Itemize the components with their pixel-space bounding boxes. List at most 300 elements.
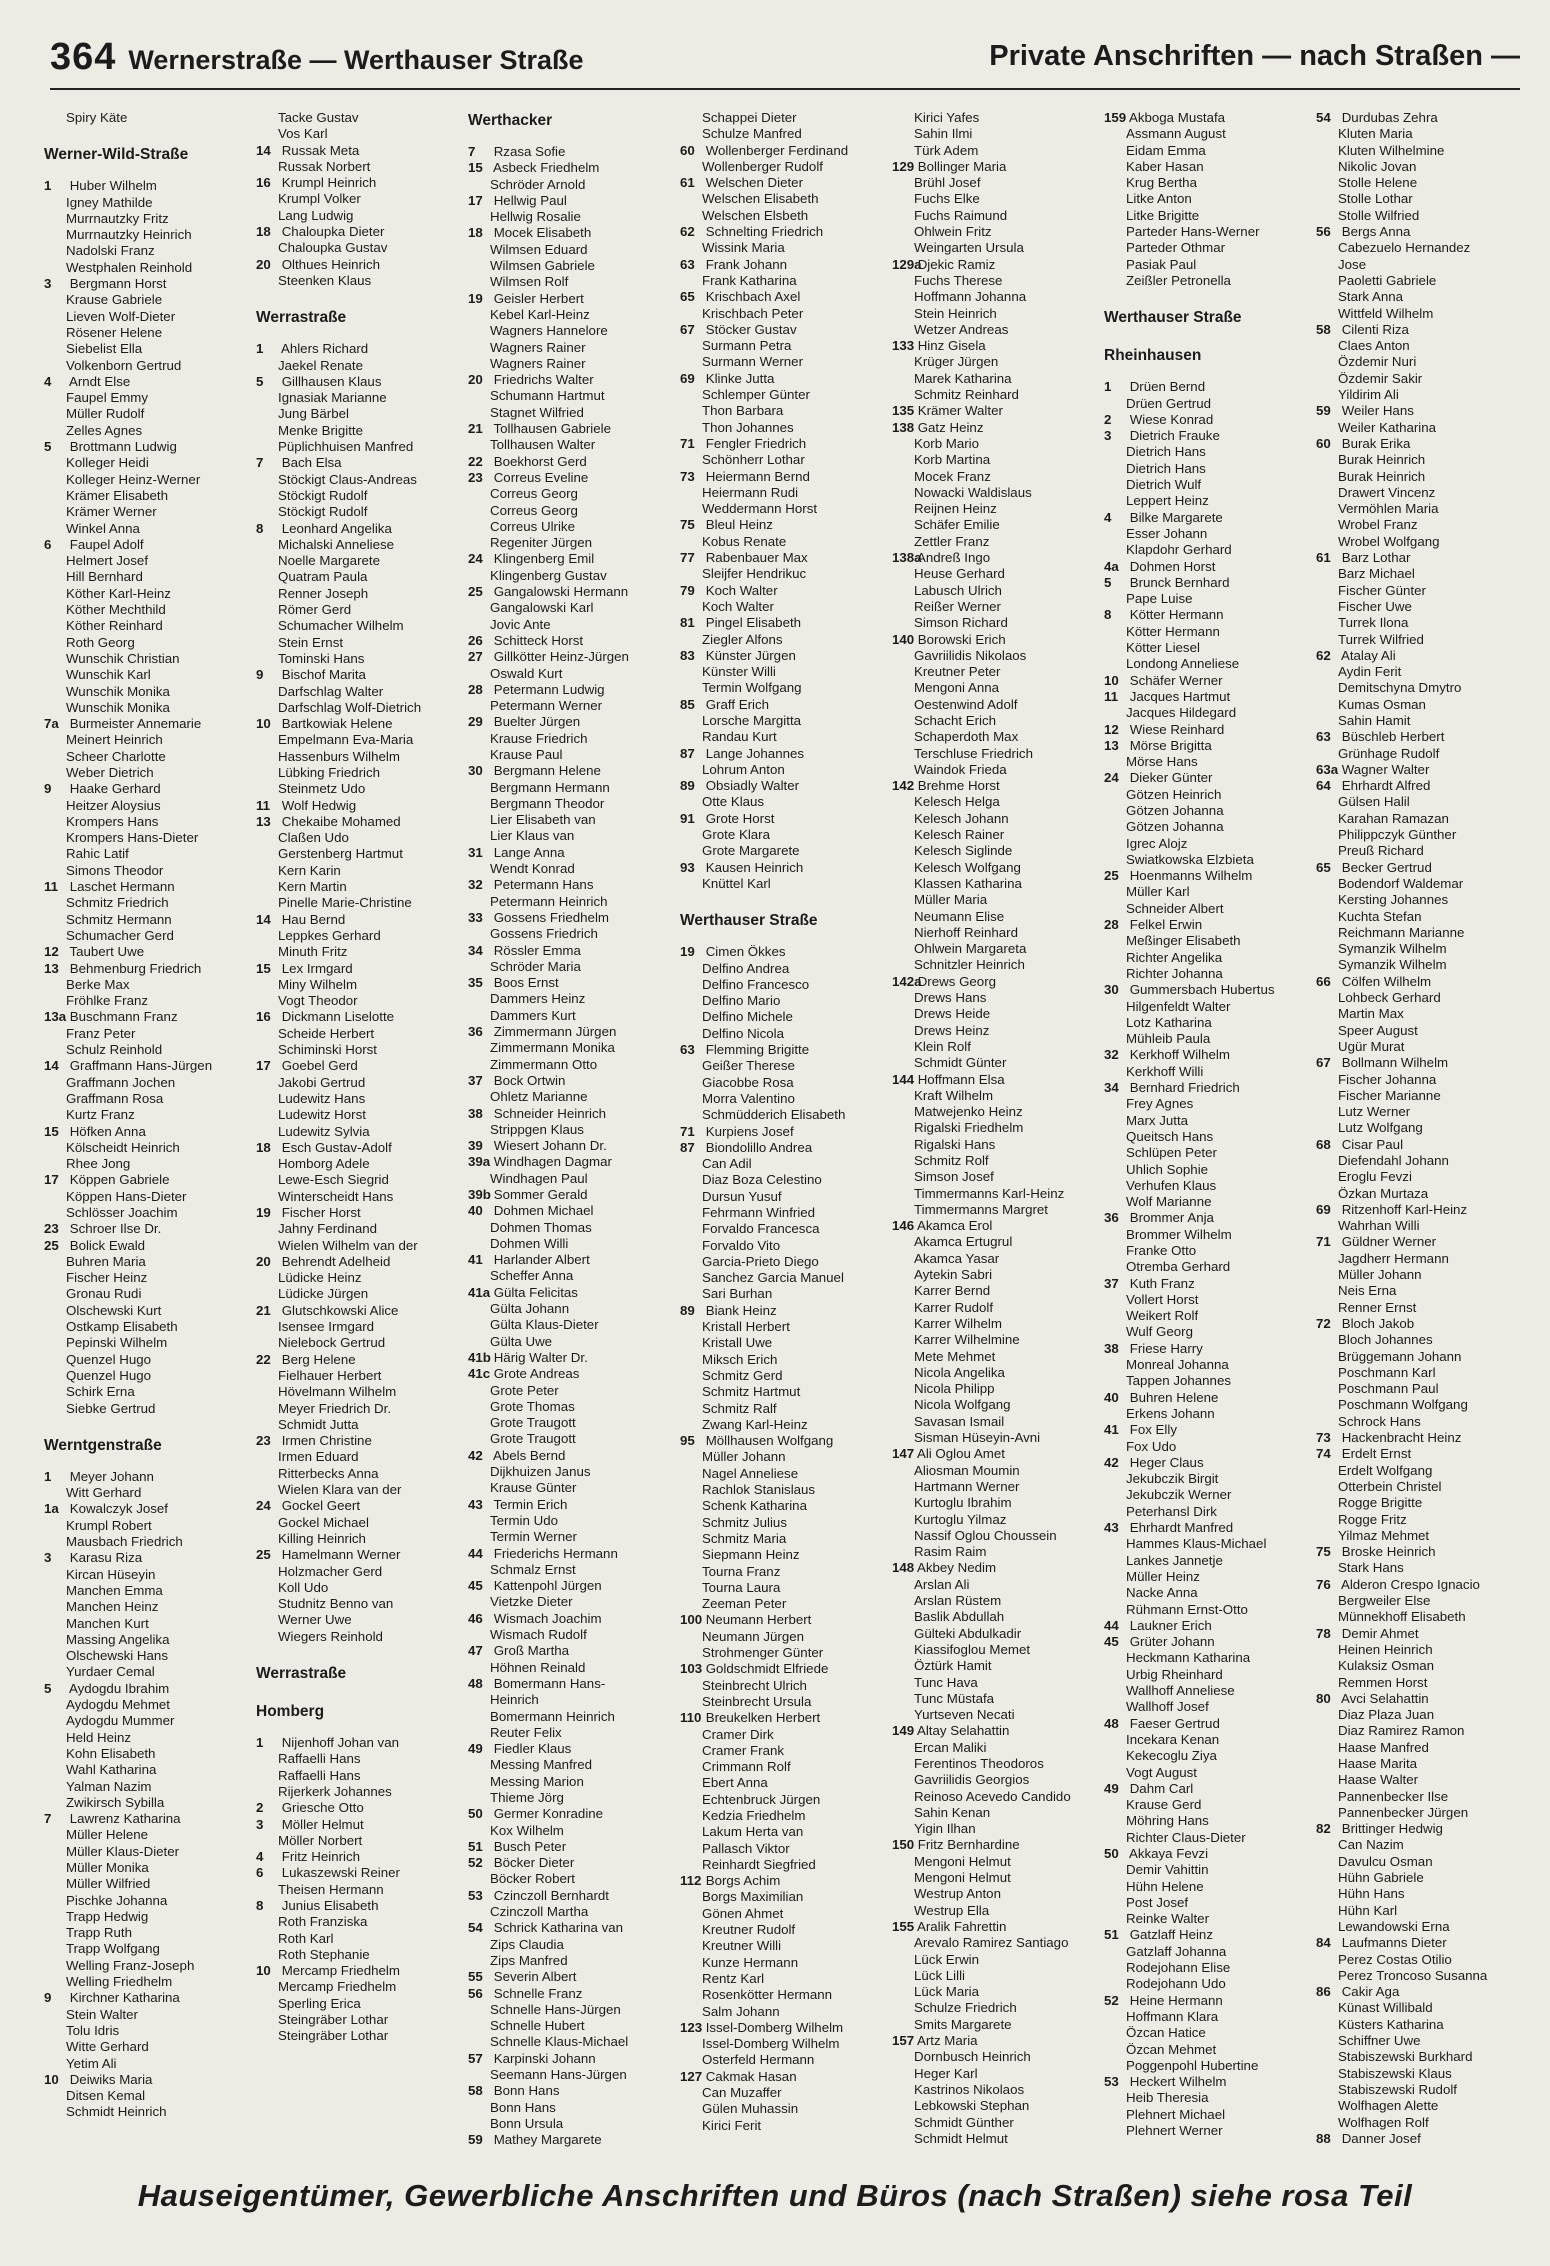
resident-entry: Brommer Wilhelm bbox=[1126, 1226, 1232, 1242]
house-number: 112 bbox=[680, 1873, 702, 1889]
house-number-entry bbox=[1104, 982, 1308, 998]
house-number-entry bbox=[468, 551, 672, 567]
house-number-entry bbox=[256, 716, 460, 732]
house-number: 63 bbox=[680, 256, 695, 272]
house-number: 7a bbox=[44, 716, 59, 732]
house-number-entry bbox=[680, 517, 884, 533]
resident-entry: Zettler Franz bbox=[914, 533, 990, 549]
resident-name: Akamca Erol bbox=[914, 1218, 993, 1234]
house-number: 26 bbox=[468, 632, 483, 648]
resident-entry: Kelesch Johann bbox=[914, 810, 1009, 826]
house-number: 133 bbox=[892, 338, 915, 354]
resident-entry: Lorsche Margitta bbox=[702, 712, 802, 728]
house-number: 40 bbox=[1104, 1389, 1119, 1405]
resident-entry: Meßinger Elisabeth bbox=[1126, 933, 1241, 949]
house-number: 19 bbox=[468, 290, 483, 306]
house-number-entry bbox=[44, 1681, 248, 1697]
resident-entry: Wulf Georg bbox=[1126, 1324, 1194, 1340]
house-number: 9 bbox=[44, 1990, 52, 2006]
resident-entry: Hühn Karl bbox=[1338, 1902, 1398, 1918]
resident-entry: Mete Mehmet bbox=[914, 1348, 996, 1364]
resident-entry: Brühl Josef bbox=[914, 175, 981, 191]
resident-entry: Kekecoglu Ziya bbox=[1126, 1748, 1217, 1764]
resident-entry: Crimmann Rolf bbox=[702, 1759, 791, 1775]
resident-name: Heiermann Bernd bbox=[702, 468, 810, 484]
resident-entry: Mocek Franz bbox=[914, 468, 991, 484]
resident-name: Künster Jürgen bbox=[702, 647, 796, 663]
resident-entry: Winkel Anna bbox=[66, 520, 140, 536]
house-number: 9 bbox=[256, 667, 264, 683]
house-number-entry bbox=[892, 403, 1096, 419]
resident-entry: Mercamp Friedhelm bbox=[278, 1979, 397, 1995]
resident-name: Boos Ernst bbox=[490, 975, 559, 991]
resident-entry: Krumpl Robert bbox=[66, 1517, 152, 1533]
house-number-entry bbox=[680, 648, 884, 664]
house-number: 20 bbox=[256, 256, 271, 272]
house-number: 14 bbox=[44, 1058, 59, 1074]
resident-name: Brommer Anja bbox=[1126, 1210, 1214, 1226]
resident-entry: Uhlich Sophie bbox=[1126, 1161, 1209, 1177]
house-number-entry bbox=[1316, 1821, 1520, 1837]
resident-entry: Steingräber Lothar bbox=[278, 2028, 389, 2044]
house-number: 30 bbox=[1104, 982, 1119, 998]
resident-entry: Plehnert Michael bbox=[1126, 2106, 1226, 2122]
house-number: 32 bbox=[1104, 1047, 1119, 1063]
house-number: 72 bbox=[1316, 1315, 1331, 1331]
house-number: 10 bbox=[256, 1963, 271, 1979]
resident-entry: Arevalo Ramirez Santiago bbox=[914, 1935, 1069, 1951]
resident-entry: Schiffner Uwe bbox=[1338, 2033, 1421, 2049]
resident-entry: Kern Karin bbox=[278, 862, 341, 878]
resident-entry: Krause Paul bbox=[490, 746, 563, 762]
resident-name: Asbeck Friedhelm bbox=[490, 160, 600, 176]
resident-entry: Dohmen Thomas bbox=[490, 1219, 592, 1235]
house-number: 41 bbox=[1104, 1422, 1119, 1438]
resident-entry: Swiatkowska Elzbieta bbox=[1126, 851, 1254, 867]
house-number: 58 bbox=[1316, 321, 1331, 337]
resident-entry: Jacques Hildegard bbox=[1126, 705, 1237, 721]
house-number: 4 bbox=[44, 373, 52, 389]
resident-entry: Özkan Murtaza bbox=[1338, 1185, 1429, 1201]
resident-entry: Correus Georg bbox=[490, 502, 578, 518]
resident-entry: Simson Richard bbox=[914, 615, 1008, 631]
house-number-entry bbox=[1104, 1422, 1308, 1438]
resident-name: Kuth Franz bbox=[1126, 1275, 1195, 1291]
house-number-entry bbox=[468, 1073, 672, 1089]
house-number: 58 bbox=[468, 2083, 483, 2099]
house-number: 13 bbox=[44, 960, 59, 976]
resident-entry: Dietrich Wulf bbox=[1126, 477, 1202, 493]
resident-entry: Stolle Lothar bbox=[1338, 191, 1413, 207]
resident-name: Schroer Ilse Dr. bbox=[66, 1221, 162, 1237]
house-number-entry bbox=[256, 1547, 460, 1563]
resident-entry: Holzmacher Gerd bbox=[278, 1563, 383, 1579]
resident-name: Welschen Dieter bbox=[702, 175, 803, 191]
resident-entry: Steinbrecht Ulrich bbox=[702, 1677, 807, 1693]
resident-name: Güldner Werner bbox=[1338, 1234, 1437, 1250]
resident-entry: Götzen Heinrich bbox=[1126, 786, 1222, 802]
house-number: 71 bbox=[680, 1123, 695, 1139]
resident-name: Olthues Heinrich bbox=[278, 256, 380, 272]
house-number-entry bbox=[44, 961, 248, 977]
resident-name: Fritz Heinrich bbox=[278, 1849, 361, 1865]
resident-name: Russak Meta bbox=[278, 142, 360, 158]
house-number: 150 bbox=[892, 1837, 915, 1853]
house-number: 50 bbox=[1104, 1845, 1119, 1861]
resident-entry: Fischer Günter bbox=[1338, 582, 1426, 598]
resident-entry: Speer August bbox=[1338, 1022, 1418, 1038]
house-number-entry bbox=[468, 291, 672, 307]
house-number: 62 bbox=[680, 224, 695, 240]
house-number: 7 bbox=[468, 144, 476, 159]
resident-entry: Korb Martina bbox=[914, 452, 991, 468]
resident-entry: Richter Angelika bbox=[1126, 949, 1223, 965]
resident-entry: Ludewitz Horst bbox=[278, 1107, 366, 1123]
house-number: 44 bbox=[1104, 1617, 1119, 1633]
resident-entry: Murrnautzky Heinrich bbox=[66, 227, 192, 243]
resident-entry: Studnitz Benno van bbox=[278, 1596, 394, 1612]
resident-entry: Özdemir Sakir bbox=[1338, 370, 1423, 386]
resident-entry: Plehnert Werner bbox=[1126, 2123, 1223, 2139]
house-number-entry bbox=[468, 2132, 672, 2148]
resident-name: Bartkowiak Helene bbox=[278, 716, 393, 732]
house-number-entry bbox=[680, 175, 884, 191]
house-number: 61 bbox=[680, 175, 695, 191]
house-number-entry bbox=[1316, 550, 1520, 566]
resident-entry: Held Heinz bbox=[66, 1729, 132, 1745]
house-number: 40 bbox=[468, 1203, 483, 1219]
resident-name: Artz Maria bbox=[914, 2033, 978, 2049]
resident-entry: Stöckigt Rudolf bbox=[278, 487, 368, 503]
resident-entry: Jaekel Renate bbox=[278, 357, 364, 373]
resident-entry: Post Josef bbox=[1126, 1894, 1189, 1910]
house-number-entry bbox=[1104, 1781, 1308, 1797]
house-number: 49 bbox=[468, 1741, 483, 1757]
house-number-entry bbox=[468, 1252, 672, 1268]
house-number: 138a bbox=[892, 550, 922, 566]
house-number: 103 bbox=[680, 1661, 703, 1677]
resident-entry: Grote Peter bbox=[490, 1382, 559, 1398]
resident-entry: Kreutner Peter bbox=[914, 664, 1001, 680]
resident-entry: Can Nazim bbox=[1338, 1837, 1404, 1853]
resident-name: Bomermann Hans- bbox=[490, 1675, 606, 1691]
resident-entry: Assmann August bbox=[1126, 126, 1226, 142]
resident-name: Ehrhardt Manfred bbox=[1126, 1520, 1234, 1536]
resident-entry: Michalski Anneliese bbox=[278, 536, 395, 552]
house-number: 2 bbox=[256, 1800, 264, 1816]
house-number-entry bbox=[256, 521, 460, 537]
resident-name: Severin Albert bbox=[490, 1969, 577, 1985]
house-number: 33 bbox=[468, 909, 483, 925]
resident-name: Avci Selahattin bbox=[1338, 1690, 1429, 1706]
resident-name: Fengler Friedrich bbox=[702, 435, 807, 451]
resident-entry: Bodendorf Waldemar bbox=[1338, 875, 1464, 891]
resident-entry: Kreutner Rudolf bbox=[702, 1922, 796, 1938]
resident-entry: Olschewski Kurt bbox=[66, 1302, 162, 1318]
resident-entry: Kelesch Rainer bbox=[914, 827, 1005, 843]
resident-name: Lange Anna bbox=[490, 844, 565, 860]
resident-entry: Homborg Adele bbox=[278, 1156, 370, 1172]
house-number-entry bbox=[256, 1058, 460, 1074]
resident-entry: Öztürk Hamit bbox=[914, 1658, 992, 1674]
resident-name: Rössler Emma bbox=[490, 942, 581, 958]
resident-name: Wolf Hedwig bbox=[278, 797, 357, 813]
resident-name: Grüter Johann bbox=[1126, 1634, 1215, 1650]
resident-entry: Lotz Katharina bbox=[1126, 1014, 1212, 1030]
house-number: 1 bbox=[256, 1735, 264, 1751]
resident-entry: Hoffmann Klara bbox=[1126, 2008, 1219, 2024]
house-number: 60 bbox=[1316, 435, 1331, 451]
resident-entry: Diaz Boza Celestino bbox=[702, 1172, 822, 1188]
house-number: 10 bbox=[44, 2071, 59, 2087]
house-number: 3 bbox=[256, 1816, 264, 1832]
resident-name: Cimen Ökkes bbox=[702, 944, 786, 960]
resident-entry: Vos Karl bbox=[278, 126, 328, 142]
street-heading: Werntgenstraße bbox=[44, 1436, 162, 1454]
resident-entry: Wunschik Christian bbox=[66, 650, 180, 666]
house-number-entry bbox=[1104, 607, 1308, 623]
house-number: 41 bbox=[468, 1252, 483, 1268]
resident-entry: Karrer Bernd bbox=[914, 1283, 991, 1299]
house-number: 18 bbox=[468, 225, 483, 241]
resident-name: Correus Eveline bbox=[490, 469, 589, 485]
house-number: 13 bbox=[1104, 737, 1119, 753]
house-number: 37 bbox=[1104, 1275, 1119, 1291]
resident-entry: Wielen Klara van der bbox=[278, 1482, 402, 1498]
resident-entry: Morra Valentino bbox=[702, 1090, 795, 1106]
house-number: 16 bbox=[256, 175, 271, 191]
resident-entry: Perez Costas Otilio bbox=[1338, 1951, 1452, 1967]
house-number: 41a bbox=[468, 1284, 491, 1300]
resident-entry: Dammers Heinz bbox=[490, 991, 586, 1007]
resident-entry: Igney Mathilde bbox=[66, 194, 153, 210]
resident-entry: Künast Willibald bbox=[1338, 2000, 1433, 2016]
house-number: 73 bbox=[680, 468, 695, 484]
resident-name: Schneider Heinrich bbox=[490, 1105, 607, 1121]
resident-name: Germer Konradine bbox=[490, 1806, 604, 1822]
house-number-entry bbox=[1316, 860, 1520, 876]
header-left bbox=[50, 36, 584, 79]
resident-name: Mercamp Friedhelm bbox=[278, 1963, 400, 1979]
resident-entry: Schneider Albert bbox=[1126, 900, 1224, 916]
house-number-entry bbox=[892, 2033, 1096, 2049]
resident-entry: Karrer Rudolf bbox=[914, 1299, 994, 1315]
resident-name: Brehme Horst bbox=[914, 778, 1000, 794]
house-number: 8 bbox=[256, 520, 264, 536]
house-number-entry bbox=[1316, 224, 1520, 240]
resident-name: Burmeister Annemarie bbox=[66, 716, 202, 732]
house-number-entry bbox=[468, 1203, 672, 1219]
house-number-entry bbox=[1316, 1935, 1520, 1951]
resident-entry: Trapp Ruth bbox=[66, 1925, 133, 1941]
resident-entry: Kristall Uwe bbox=[702, 1335, 773, 1351]
resident-entry: Aliosman Moumin bbox=[914, 1462, 1020, 1478]
house-number-entry bbox=[1104, 689, 1308, 705]
resident-entry: Wiegers Reinhold bbox=[278, 1628, 383, 1644]
resident-entry: Timmermanns Karl-Heinz bbox=[914, 1185, 1065, 1201]
resident-entry: Schnelle Hans-Jürgen bbox=[490, 2001, 621, 2017]
resident-entry: Wielen Wilhelm van der bbox=[278, 1237, 418, 1253]
resident-entry: Thon Johannes bbox=[702, 419, 794, 435]
resident-name: Bollmann Wilhelm bbox=[1338, 1055, 1449, 1071]
house-number-entry bbox=[680, 1433, 884, 1449]
house-number: 54 bbox=[1316, 110, 1331, 125]
resident-name: Rzasa Sofie bbox=[490, 144, 566, 159]
resident-entry: Gülteki Abdulkadir bbox=[914, 1625, 1022, 1641]
house-number: 1 bbox=[44, 178, 52, 194]
house-number-entry bbox=[892, 1919, 1096, 1935]
resident-entry: Ostkamp Elisabeth bbox=[66, 1319, 178, 1335]
house-number: 13a bbox=[44, 1009, 67, 1025]
resident-name: Hoenmanns Wilhelm bbox=[1126, 868, 1253, 884]
resident-entry: Haase Marita bbox=[1338, 1755, 1418, 1771]
resident-entry: Wallhoff Anneliese bbox=[1126, 1683, 1235, 1699]
resident-entry: Issel-Domberg Wilhelm bbox=[702, 2036, 840, 2052]
resident-entry: Zeeman Peter bbox=[702, 1596, 787, 1612]
house-number-entry bbox=[256, 912, 460, 928]
house-number: 74 bbox=[1316, 1446, 1331, 1462]
house-number: 129a bbox=[892, 256, 922, 272]
resident-entry: Müller Maria bbox=[914, 892, 988, 908]
resident-entry: Koll Udo bbox=[278, 1579, 329, 1595]
resident-entry: Jakobi Gertrud bbox=[278, 1074, 366, 1090]
resident-entry: Kunze Hermann bbox=[702, 1954, 799, 1970]
resident-entry: Spiry Käte bbox=[66, 110, 128, 125]
resident-name: Nijenhoff Johan van bbox=[278, 1735, 399, 1751]
resident-entry: Lier Klaus van bbox=[490, 828, 575, 844]
resident-entry: Regeniter Jürgen bbox=[490, 535, 593, 551]
house-number: 146 bbox=[892, 1218, 915, 1234]
resident-entry: Wilmsen Gabriele bbox=[490, 258, 595, 274]
street-heading: Rheinhausen bbox=[1104, 347, 1202, 365]
resident-entry: Schumacher Wilhelm bbox=[278, 618, 404, 634]
resident-entry: Schaperdoth Max bbox=[914, 729, 1019, 745]
house-number-entry bbox=[468, 714, 672, 730]
house-number-entry bbox=[256, 1898, 460, 1914]
resident-name: Zimmermann Jürgen bbox=[490, 1024, 617, 1040]
house-number-entry bbox=[468, 1578, 672, 1594]
resident-name: Dickmann Liselotte bbox=[278, 1009, 395, 1025]
resident-entry: Sahin Hamit bbox=[1338, 712, 1411, 728]
house-number: 39 bbox=[468, 1138, 483, 1154]
house-number-entry bbox=[1316, 1137, 1520, 1153]
resident-name: Wismach Joachim bbox=[490, 1610, 602, 1626]
resident-name: Breukelken Herbert bbox=[702, 1710, 821, 1726]
resident-entry: Wahl Katharina bbox=[66, 1762, 157, 1778]
resident-entry: Dammers Kurt bbox=[490, 1007, 576, 1023]
resident-name: Hoffmann Elsa bbox=[914, 1071, 1005, 1087]
resident-entry: Kelesch Helga bbox=[914, 794, 1000, 810]
resident-entry: Kristall Herbert bbox=[702, 1319, 790, 1335]
resident-entry: Surmann Petra bbox=[702, 338, 792, 354]
resident-entry: Tourna Franz bbox=[702, 1563, 781, 1579]
resident-entry: Delfino Michele bbox=[702, 1009, 793, 1025]
house-number-entry bbox=[680, 778, 884, 794]
resident-entry: Wagners Rainer bbox=[490, 355, 586, 371]
house-number: 53 bbox=[1104, 2074, 1119, 2090]
house-number-entry bbox=[468, 1969, 672, 1985]
resident-entry: Killing Heinrich bbox=[278, 1530, 366, 1546]
resident-entry: Hühn Hans bbox=[1338, 1886, 1405, 1902]
resident-entry: Nowacki Waldislaus bbox=[914, 484, 1032, 500]
house-number: 46 bbox=[468, 1610, 483, 1626]
resident-name: Fritz Bernhardine bbox=[914, 1837, 1020, 1853]
resident-entry: Vietzke Dieter bbox=[490, 1594, 573, 1610]
resident-entry: Menke Brigitte bbox=[278, 422, 363, 438]
house-number: 138 bbox=[892, 419, 915, 435]
house-number: 127 bbox=[680, 2068, 703, 2084]
house-number-entry bbox=[44, 1238, 248, 1254]
resident-entry: Wendt Konrad bbox=[490, 861, 575, 877]
resident-name: Hau Bernd bbox=[278, 911, 346, 927]
house-number: 23 bbox=[44, 1221, 59, 1237]
resident-entry: Hellwig Rosalie bbox=[490, 209, 581, 225]
resident-entry: Can Muzaffer bbox=[702, 2085, 782, 2101]
resident-entry: Schmitz Friedrich bbox=[66, 895, 169, 911]
house-number-entry bbox=[44, 1124, 248, 1140]
resident-entry: Stein Walter bbox=[66, 2006, 138, 2022]
resident-entry: Turrek Ilona bbox=[1338, 615, 1409, 631]
resident-entry: Dietrich Hans bbox=[1126, 444, 1206, 460]
resident-entry: Yilmaz Mehmet bbox=[1338, 1527, 1430, 1543]
resident-entry: Jung Bärbel bbox=[278, 406, 349, 422]
resident-entry: Fuchs Therese bbox=[914, 272, 1003, 288]
resident-name: Bergmann Helene bbox=[490, 763, 601, 779]
resident-name: Rabenbauer Max bbox=[702, 550, 808, 566]
resident-entry: Quatram Paula bbox=[278, 569, 368, 585]
resident-entry: Rühmann Ernst-Otto bbox=[1126, 1601, 1248, 1617]
resident-entry: Aydin Ferit bbox=[1338, 664, 1402, 680]
resident-entry: Lück Erwin bbox=[914, 1951, 980, 1967]
house-number: 59 bbox=[468, 2132, 483, 2148]
resident-entry: Erdelt Wolfgang bbox=[1338, 1462, 1433, 1478]
house-number: 1 bbox=[256, 341, 264, 357]
resident-entry: Schacht Erich bbox=[914, 712, 997, 728]
resident-entry: Rigalski Hans bbox=[914, 1136, 996, 1152]
resident-entry: Zimmermann Monika bbox=[490, 1040, 615, 1056]
resident-name: Schitteck Horst bbox=[490, 632, 584, 648]
resident-entry: Russak Norbert bbox=[278, 158, 371, 174]
resident-entry: Davulcu Osman bbox=[1338, 1853, 1433, 1869]
house-number: 129 bbox=[892, 158, 915, 174]
resident-entry: Surmann Werner bbox=[702, 354, 803, 370]
resident-entry: Fielhauer Herbert bbox=[278, 1367, 382, 1383]
resident-entry: Olschewski Hans bbox=[66, 1648, 168, 1664]
resident-name: Möllhausen Wolfgang bbox=[702, 1433, 834, 1449]
resident-entry: Grote Margarete bbox=[702, 843, 800, 859]
resident-name: Drews Georg bbox=[914, 973, 997, 989]
resident-name: Frank Johann bbox=[702, 256, 788, 272]
house-number-entry bbox=[1104, 575, 1308, 591]
resident-name: Kurpiens Josef bbox=[702, 1123, 794, 1139]
resident-name: Biank Heinz bbox=[702, 1302, 777, 1318]
resident-entry: Lohbeck Gerhard bbox=[1338, 990, 1441, 1006]
house-number-entry bbox=[468, 1187, 672, 1203]
resident-entry: Otremba Gerhard bbox=[1126, 1259, 1231, 1275]
resident-entry: Wilmsen Rolf bbox=[490, 274, 569, 290]
resident-entry: Reijnen Heinz bbox=[914, 501, 997, 517]
resident-entry: Urbig Rheinhard bbox=[1126, 1666, 1223, 1682]
resident-entry: Karrer Wilhelmine bbox=[914, 1332, 1020, 1348]
resident-entry: Minuth Fritz bbox=[278, 944, 348, 960]
resident-name: Leonhard Angelika bbox=[278, 520, 392, 536]
resident-entry: Leppert Heinz bbox=[1126, 493, 1209, 509]
resident-entry: Ercan Maliki bbox=[914, 1739, 987, 1755]
house-number: 80 bbox=[1316, 1690, 1331, 1706]
resident-entry: Barz Michael bbox=[1338, 566, 1415, 582]
house-number-entry bbox=[256, 961, 460, 977]
house-number: 10 bbox=[1104, 672, 1119, 688]
